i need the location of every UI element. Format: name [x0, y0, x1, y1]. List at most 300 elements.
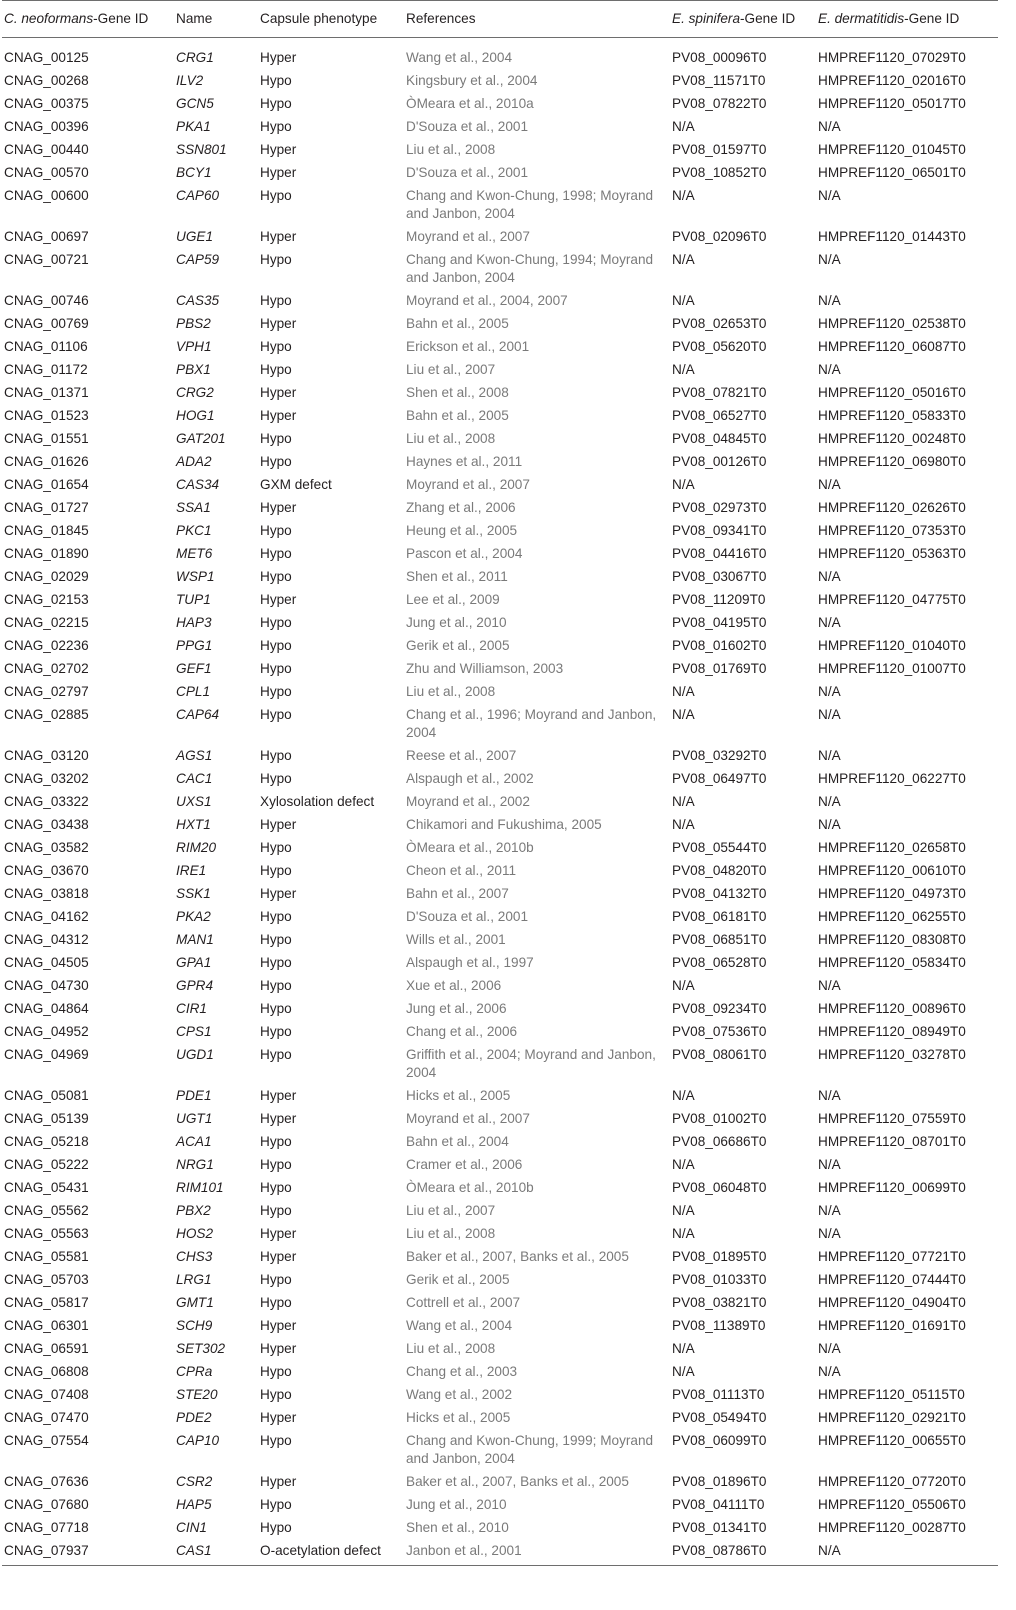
reference-cell[interactable]: Erickson et al., 2001	[406, 339, 530, 354]
gene-id-cell: CNAG_04162	[4, 909, 89, 924]
ed-gene-id-cell: HMPREF1120_06087T0	[818, 339, 966, 354]
gene-name-cell: HXT1	[176, 817, 211, 832]
reference-cell[interactable]: Baker et al., 2007, Banks et al., 2005	[406, 1249, 629, 1264]
capsule-phenotype-cell: Hyper	[260, 500, 297, 515]
gene-id-cell: CNAG_02236	[4, 638, 89, 653]
gene-name-cell: CAS1	[176, 1543, 212, 1558]
es-gene-id-cell: PV08_04111T0	[672, 1497, 765, 1512]
table-row	[2, 522, 998, 545]
table-row	[2, 1519, 998, 1542]
capsule-phenotype-cell: Hypo	[260, 293, 292, 308]
table-row	[2, 361, 998, 384]
ed-gene-id-cell: HMPREF1120_00610T0	[818, 863, 966, 878]
reference-cell[interactable]: Wang et al., 2002	[406, 1387, 513, 1402]
reference-cell[interactable]: Gerik et al., 2005	[406, 638, 510, 653]
gene-id-cell: CNAG_05562	[4, 1203, 89, 1218]
es-gene-id-cell: PV08_02653T0	[672, 316, 767, 331]
ed-gene-id-cell: N/A	[818, 362, 841, 377]
capsule-phenotype-cell: Hyper	[260, 50, 297, 65]
gene-name-cell: AGS1	[176, 748, 213, 763]
table-row	[2, 1317, 998, 1340]
es-gene-id-cell: N/A	[672, 1088, 695, 1103]
gene-id-cell: CNAG_03322	[4, 794, 89, 809]
reference-cell[interactable]: Chang et al., 1996; Moyrand and Janbon, 2004	[406, 707, 657, 740]
gene-name-cell: SSA1	[176, 500, 211, 515]
gene-name-cell: CAS35	[176, 293, 220, 308]
table-row	[2, 839, 998, 862]
capsule-phenotype-cell: Hypo	[260, 1024, 292, 1039]
gene-name-cell: CIR1	[176, 1001, 207, 1016]
reference-cell[interactable]: Cramer et al., 2006	[406, 1157, 523, 1172]
ed-gene-id-cell: HMPREF1120_01007T0	[818, 661, 966, 676]
gene-id-cell: CNAG_01106	[4, 339, 88, 354]
header-es-species: E. spinifera	[672, 11, 741, 26]
ed-gene-id-cell: HMPREF1120_05833T0	[818, 408, 966, 423]
gene-name-cell: CAP64	[176, 707, 220, 722]
table-row	[2, 954, 998, 977]
header-cn-suffix: -Gene ID	[93, 11, 149, 26]
es-gene-id-cell: PV08_01033T0	[672, 1272, 767, 1287]
table-row	[2, 931, 998, 954]
gene-id-cell: CNAG_01523	[4, 408, 89, 423]
capsule-phenotype-cell: Hypo	[260, 431, 292, 446]
gene-id-cell: CNAG_05703	[4, 1272, 89, 1287]
gene-name-cell: GPR4	[176, 978, 214, 993]
reference-cell[interactable]: Heung et al., 2005	[406, 523, 518, 538]
reference-cell[interactable]: Bahn et al., 2005	[406, 408, 509, 423]
reference-cell[interactable]: Moyrand et al., 2007	[406, 229, 530, 244]
es-gene-id-cell: PV08_01002T0	[672, 1111, 767, 1126]
reference-cell[interactable]: Bahn et al., 2005	[406, 316, 509, 331]
table-row	[2, 141, 998, 164]
header-ed-suffix: -Gene ID	[904, 11, 960, 26]
es-gene-id-cell: PV08_04820T0	[672, 863, 767, 878]
table-row	[2, 614, 998, 637]
reference-cell[interactable]: Alspaugh et al., 1997	[406, 955, 534, 970]
reference-cell[interactable]: Jung et al., 2006	[406, 1001, 507, 1016]
reference-cell[interactable]: Wills et al., 2001	[406, 932, 506, 947]
capsule-phenotype-cell: Hypo	[260, 96, 292, 111]
table-row	[2, 315, 998, 338]
reference-cell[interactable]: Chang et al., 2006	[406, 1024, 518, 1039]
table-row	[2, 706, 998, 747]
reference-cell[interactable]: ÒMeara et al., 2010b	[406, 840, 534, 855]
ed-gene-id-cell: N/A	[818, 1157, 841, 1172]
gene-name-cell: ADA2	[176, 454, 212, 469]
gene-id-cell: CNAG_04864	[4, 1001, 89, 1016]
gene-name-cell: PPG1	[176, 638, 213, 653]
gene-name-cell: SSK1	[176, 886, 211, 901]
ed-gene-id-cell: HMPREF1120_04973T0	[818, 886, 966, 901]
capsule-phenotype-cell: Hypo	[260, 1433, 292, 1448]
table-row	[2, 476, 998, 499]
reference-cell[interactable]: Chang and Kwon-Chung, 1994; Moyrand and Janbon, 2004	[406, 252, 654, 285]
table-row	[2, 72, 998, 95]
header-references: References	[404, 1, 670, 38]
ed-gene-id-cell: HMPREF1120_02658T0	[818, 840, 966, 855]
reference-cell[interactable]: Wang et al., 2004	[406, 1318, 513, 1333]
gene-id-cell: CNAG_05431	[4, 1180, 89, 1195]
gene-id-cell: CNAG_05218	[4, 1134, 89, 1149]
table-row	[2, 683, 998, 706]
reference-cell[interactable]: Baker et al., 2007, Banks et al., 2005	[406, 1474, 629, 1489]
reference-cell[interactable]: Chikamori and Fukushima, 2005	[406, 817, 602, 832]
header-cn-species: C. neoformans	[4, 11, 94, 26]
ed-gene-id-cell: HMPREF1120_06255T0	[818, 909, 966, 924]
gene-id-cell: CNAG_00721	[4, 252, 89, 267]
table-row	[2, 1202, 998, 1225]
es-gene-id-cell: N/A	[672, 684, 695, 699]
es-gene-id-cell: PV08_11571T0	[672, 73, 766, 88]
reference-cell[interactable]: D'Souza et al., 2001	[406, 909, 528, 924]
capsule-phenotype-cell: Hyper	[260, 1341, 297, 1356]
capsule-phenotype-cell: Hypo	[260, 569, 292, 584]
gene-id-cell: CNAG_04312	[4, 932, 89, 947]
capsule-phenotype-cell: Hypo	[260, 661, 292, 676]
gene-id-cell: CNAG_02702	[4, 661, 89, 676]
ed-gene-id-cell: HMPREF1120_00655T0	[818, 1433, 966, 1448]
gene-name-cell: PBX2	[176, 1203, 211, 1218]
reference-cell[interactable]: D'Souza et al., 2001	[406, 119, 528, 134]
gene-name-cell: GPA1	[176, 955, 212, 970]
capsule-phenotype-cell: Hypo	[260, 188, 292, 203]
reference-cell[interactable]: Liu et al., 2008	[406, 142, 496, 157]
capsule-phenotype-cell: Hypo	[260, 546, 292, 561]
capsule-phenotype-cell: Hypo	[260, 1387, 292, 1402]
capsule-phenotype-cell: Hyper	[260, 229, 297, 244]
reference-cell[interactable]: Janbon et al., 2001	[406, 1543, 522, 1558]
gene-id-cell: CNAG_01727	[4, 500, 89, 515]
capsule-phenotype-cell: Hypo	[260, 1520, 292, 1535]
reference-cell[interactable]: Moyrand et al., 2007	[406, 477, 530, 492]
capsule-phenotype-cell: Hypo	[260, 362, 292, 377]
ed-gene-id-cell: HMPREF1120_07559T0	[818, 1111, 966, 1126]
reference-cell[interactable]: Hicks et al., 2005	[406, 1088, 511, 1103]
table-row	[2, 38, 998, 73]
gene-name-cell: STE20	[176, 1387, 218, 1402]
reference-cell[interactable]: Xue et al., 2006	[406, 978, 502, 993]
gene-id-cell: CNAG_04505	[4, 955, 89, 970]
ed-gene-id-cell: HMPREF1120_07029T0	[818, 50, 966, 65]
table-row	[2, 977, 998, 1000]
gene-name-cell: PBS2	[176, 316, 211, 331]
reference-cell[interactable]: Shen et al., 2008	[406, 385, 509, 400]
reference-cell[interactable]: Chang and Kwon-Chung, 1999; Moyrand and Janbon, 2004	[406, 1433, 654, 1466]
reference-cell[interactable]: Moyrand et al., 2004, 2007	[406, 293, 568, 308]
reference-cell[interactable]: Liu et al., 2007	[406, 1203, 496, 1218]
gene-id-cell: CNAG_04730	[4, 978, 89, 993]
es-gene-id-cell: N/A	[672, 1364, 695, 1379]
ed-gene-id-cell: N/A	[818, 1226, 841, 1241]
reference-cell[interactable]: Alspaugh et al., 2002	[406, 771, 534, 786]
ed-gene-id-cell: N/A	[818, 615, 841, 630]
capsule-phenotype-cell: Hyper	[260, 408, 297, 423]
capsule-phenotype-cell: Hypo	[260, 615, 292, 630]
reference-cell[interactable]: D'Souza et al., 2001	[406, 165, 528, 180]
ed-gene-id-cell: N/A	[818, 1341, 841, 1356]
es-gene-id-cell: PV08_09234T0	[672, 1001, 767, 1016]
capsule-phenotype-cell: Hyper	[260, 592, 297, 607]
es-gene-id-cell: PV08_07822T0	[672, 96, 767, 111]
table-body	[2, 38, 998, 1566]
reference-cell[interactable]: Reese et al., 2007	[406, 748, 517, 763]
es-gene-id-cell: PV08_06497T0	[672, 771, 767, 786]
gene-id-cell: CNAG_00396	[4, 119, 89, 134]
table-row	[2, 816, 998, 839]
reference-cell[interactable]: Moyrand et al., 2007	[406, 1111, 530, 1126]
gene-name-cell: CAP60	[176, 188, 220, 203]
gene-name-cell: CAP10	[176, 1433, 220, 1448]
gene-name-cell: UGT1	[176, 1111, 213, 1126]
gene-name-cell: GCN5	[176, 96, 214, 111]
es-gene-id-cell: PV08_04845T0	[672, 431, 767, 446]
table-row	[2, 1023, 998, 1046]
reference-cell[interactable]: Cheon et al., 2011	[406, 863, 517, 878]
gene-name-cell: ILV2	[176, 73, 204, 88]
gene-name-cell: HOS2	[176, 1226, 214, 1241]
gene-id-cell: CNAG_04969	[4, 1047, 89, 1062]
ed-gene-id-cell: N/A	[818, 684, 841, 699]
ed-gene-id-cell: N/A	[818, 477, 841, 492]
gene-id-cell: CNAG_05581	[4, 1249, 89, 1264]
es-gene-id-cell: N/A	[672, 794, 695, 809]
capsule-phenotype-cell: Hypo	[260, 1001, 292, 1016]
reference-cell[interactable]: ÒMeara et al., 2010b	[406, 1180, 534, 1195]
reference-cell[interactable]: Wang et al., 2004	[406, 50, 513, 65]
es-gene-id-cell: PV08_00096T0	[672, 50, 767, 65]
gene-name-cell: HAP3	[176, 615, 212, 630]
ed-gene-id-cell: N/A	[818, 1203, 841, 1218]
ed-gene-id-cell: HMPREF1120_00248T0	[818, 431, 966, 446]
es-gene-id-cell: PV08_06527T0	[672, 408, 767, 423]
ed-gene-id-cell: N/A	[818, 293, 841, 308]
gene-id-cell: CNAG_03202	[4, 771, 89, 786]
capsule-phenotype-cell: Hypo	[260, 1157, 292, 1172]
es-gene-id-cell: PV08_11209T0	[672, 592, 766, 607]
gene-id-cell: CNAG_03818	[4, 886, 89, 901]
gene-id-cell: CNAG_05563	[4, 1226, 89, 1241]
capsule-phenotype-cell: Hypo	[260, 523, 292, 538]
capsule-phenotype-cell: Hypo	[260, 638, 292, 653]
es-gene-id-cell: N/A	[672, 293, 695, 308]
gene-name-cell: VPH1	[176, 339, 212, 354]
capsule-phenotype-cell: Hyper	[260, 817, 297, 832]
capsule-phenotype-cell: Hypo	[260, 1272, 292, 1287]
gene-name-cell: SSN801	[176, 142, 227, 157]
gene-id-cell: CNAG_05081	[4, 1088, 89, 1103]
ed-gene-id-cell: N/A	[818, 1543, 841, 1558]
reference-cell[interactable]: Moyrand et al., 2002	[406, 794, 530, 809]
gene-id-cell: CNAG_03670	[4, 863, 89, 878]
es-gene-id-cell: N/A	[672, 978, 695, 993]
es-gene-id-cell: PV08_04195T0	[672, 615, 767, 630]
capsule-phenotype-cell: Hypo	[260, 863, 292, 878]
table-row	[2, 793, 998, 816]
gene-id-cell: CNAG_00769	[4, 316, 89, 331]
ed-gene-id-cell: N/A	[818, 748, 841, 763]
reference-cell[interactable]: Lee et al., 2009	[406, 592, 500, 607]
ed-gene-id-cell: HMPREF1120_07353T0	[818, 523, 966, 538]
gene-id-cell: CNAG_02797	[4, 684, 89, 699]
table-row	[2, 187, 998, 228]
gene-id-cell: CNAG_00746	[4, 293, 89, 308]
gene-id-cell: CNAG_07680	[4, 1497, 89, 1512]
reference-cell[interactable]: Haynes et al., 2011	[406, 454, 523, 469]
ed-gene-id-cell: HMPREF1120_05363T0	[818, 546, 966, 561]
reference-cell[interactable]: Zhu and Williamson, 2003	[406, 661, 564, 676]
capsule-phenotype-cell: Hypo	[260, 707, 292, 722]
gene-name-cell: UGE1	[176, 229, 214, 244]
gene-name-cell: BCY1	[176, 165, 212, 180]
es-gene-id-cell: N/A	[672, 707, 695, 722]
reference-cell[interactable]: Liu et al., 2008	[406, 684, 496, 699]
ed-gene-id-cell: HMPREF1120_05115T0	[818, 1387, 965, 1402]
capsule-phenotype-cell: Hyper	[260, 1410, 297, 1425]
es-gene-id-cell: PV08_03292T0	[672, 748, 767, 763]
capsule-phenotype-cell: Hyper	[260, 1474, 297, 1489]
es-gene-id-cell: PV08_01341T0	[672, 1520, 767, 1535]
gene-id-cell: CNAG_07554	[4, 1433, 89, 1448]
es-gene-id-cell: PV08_05494T0	[672, 1410, 767, 1425]
gene-id-cell: CNAG_01626	[4, 454, 89, 469]
reference-cell[interactable]: Liu et al., 2008	[406, 1341, 496, 1356]
table-row	[2, 1087, 998, 1110]
table-row	[2, 95, 998, 118]
gene-name-cell: CPRa	[176, 1364, 213, 1379]
es-gene-id-cell: PV08_11389T0	[672, 1318, 766, 1333]
reference-cell[interactable]: Liu et al., 2007	[406, 362, 496, 377]
capsule-phenotype-cell: GXM defect	[260, 477, 332, 492]
ed-gene-id-cell: HMPREF1120_02016T0	[818, 73, 966, 88]
es-gene-id-cell: PV08_04132T0	[672, 886, 767, 901]
ed-gene-id-cell: HMPREF1120_08949T0	[818, 1024, 966, 1039]
reference-cell[interactable]: Chang and Kwon-Chung, 1998; Moyrand and Janbon, 2004	[406, 188, 654, 221]
capsule-phenotype-cell: Hyper	[260, 1226, 297, 1241]
gene-name-cell: PKA1	[176, 119, 211, 134]
ed-gene-id-cell: N/A	[818, 978, 841, 993]
table-row	[2, 1000, 998, 1023]
reference-cell[interactable]: Hicks et al., 2005	[406, 1410, 511, 1425]
gene-name-cell: CSR2	[176, 1474, 213, 1489]
es-gene-id-cell: PV08_02096T0	[672, 229, 767, 244]
capsule-phenotype-cell: Hypo	[260, 73, 292, 88]
reference-cell[interactable]: Shen et al., 2011	[406, 569, 508, 584]
capsule-phenotype-cell: Hypo	[260, 1047, 292, 1062]
gene-name-cell: CAC1	[176, 771, 213, 786]
gene-name-cell: SCH9	[176, 1318, 213, 1333]
table-row	[2, 1156, 998, 1179]
gene-name-cell: GAT201	[176, 431, 226, 446]
table-row	[2, 908, 998, 931]
ed-gene-id-cell: HMPREF1120_06501T0	[818, 165, 966, 180]
gene-name-cell: HAP5	[176, 1497, 212, 1512]
es-gene-id-cell: PV08_01602T0	[672, 638, 767, 653]
gene-name-cell: WSP1	[176, 569, 215, 584]
es-gene-id-cell: PV08_05620T0	[672, 339, 767, 354]
gene-name-cell: CHS3	[176, 1249, 213, 1264]
capsule-phenotype-cell: Hypo	[260, 1497, 292, 1512]
es-gene-id-cell: PV08_09341T0	[672, 523, 767, 538]
capsule-phenotype-cell: Hyper	[260, 165, 297, 180]
gene-name-cell: RIM101	[176, 1180, 224, 1195]
es-gene-id-cell: N/A	[672, 1203, 695, 1218]
reference-cell[interactable]: Jung et al., 2010	[406, 1497, 507, 1512]
table-row	[2, 1133, 998, 1156]
reference-cell[interactable]: Zhang et al., 2006	[406, 500, 516, 515]
reference-cell[interactable]: Griffith et al., 2004; Moyrand and Janbon, 2004	[406, 1047, 656, 1080]
table-row	[2, 747, 998, 770]
ed-gene-id-cell: HMPREF1120_08308T0	[818, 932, 966, 947]
reference-cell[interactable]: Pascon et al., 2004	[406, 546, 523, 561]
es-gene-id-cell: PV08_06099T0	[672, 1433, 767, 1448]
es-gene-id-cell: N/A	[672, 362, 695, 377]
reference-cell[interactable]: Gerik et al., 2005	[406, 1272, 510, 1287]
gene-name-cell: CRG1	[176, 50, 214, 65]
es-gene-id-cell: PV08_08786T0	[672, 1543, 767, 1558]
table-row	[2, 660, 998, 683]
es-gene-id-cell: PV08_00126T0	[672, 454, 767, 469]
reference-cell[interactable]: Bahn et al., 2004	[406, 1134, 509, 1149]
gene-name-cell: CPL1	[176, 684, 211, 699]
capsule-phenotype-cell: Hypo	[260, 1295, 292, 1310]
gene-table-container	[2, 0, 998, 1566]
table-row	[2, 1225, 998, 1248]
reference-cell[interactable]: Liu et al., 2008	[406, 431, 496, 446]
gene-id-cell: CNAG_04952	[4, 1024, 89, 1039]
gene-name-cell: CRG2	[176, 385, 214, 400]
table-row	[2, 251, 998, 292]
table-row	[2, 1110, 998, 1133]
es-gene-id-cell: PV08_01895T0	[672, 1249, 767, 1264]
ed-gene-id-cell: HMPREF1120_02538T0	[818, 316, 966, 331]
table-row	[2, 1473, 998, 1496]
ed-gene-id-cell: HMPREF1120_07721T0	[818, 1249, 966, 1264]
ed-gene-id-cell: N/A	[818, 1088, 841, 1103]
reference-cell[interactable]: Bahn et al., 2007	[406, 886, 509, 901]
ed-gene-id-cell: HMPREF1120_05506T0	[818, 1497, 966, 1512]
capsule-phenotype-cell: Hypo	[260, 339, 292, 354]
capsule-phenotype-cell: Hypo	[260, 119, 292, 134]
ed-gene-id-cell: HMPREF1120_04775T0	[818, 592, 966, 607]
gene-id-cell: CNAG_00570	[4, 165, 89, 180]
header-es-gene-id	[670, 1, 816, 38]
reference-cell[interactable]: Shen et al., 2010	[406, 1520, 509, 1535]
gene-id-cell: CNAG_07718	[4, 1520, 89, 1535]
ed-gene-id-cell: HMPREF1120_02626T0	[818, 500, 966, 515]
ed-gene-id-cell: HMPREF1120_02921T0	[818, 1410, 966, 1425]
reference-cell[interactable]: Chang et al., 2003	[406, 1364, 518, 1379]
table-row	[2, 1432, 998, 1473]
reference-cell[interactable]: Jung et al., 2010	[406, 615, 507, 630]
capsule-phenotype-cell: Hyper	[260, 1318, 297, 1333]
reference-cell[interactable]: Kingsbury et al., 2004	[406, 73, 538, 88]
header-es-suffix: -Gene ID	[740, 11, 796, 26]
reference-cell[interactable]: Liu et al., 2008	[406, 1226, 496, 1241]
gene-id-cell: CNAG_03438	[4, 817, 89, 832]
capsule-phenotype-cell: Hypo	[260, 978, 292, 993]
table-row	[2, 164, 998, 187]
capsule-phenotype-cell: Hypo	[260, 748, 292, 763]
gene-id-cell: CNAG_07636	[4, 1474, 89, 1489]
ed-gene-id-cell: HMPREF1120_01691T0	[818, 1318, 966, 1333]
reference-cell[interactable]: ÒMeara et al., 2010a	[406, 96, 534, 111]
ed-gene-id-cell: N/A	[818, 817, 841, 832]
es-gene-id-cell: PV08_01597T0	[672, 142, 767, 157]
header-ed-gene-id	[816, 1, 998, 38]
gene-id-cell: CNAG_07470	[4, 1410, 89, 1425]
reference-cell[interactable]: Cottrell et al., 2007	[406, 1295, 521, 1310]
es-gene-id-cell: PV08_03821T0	[672, 1295, 767, 1310]
